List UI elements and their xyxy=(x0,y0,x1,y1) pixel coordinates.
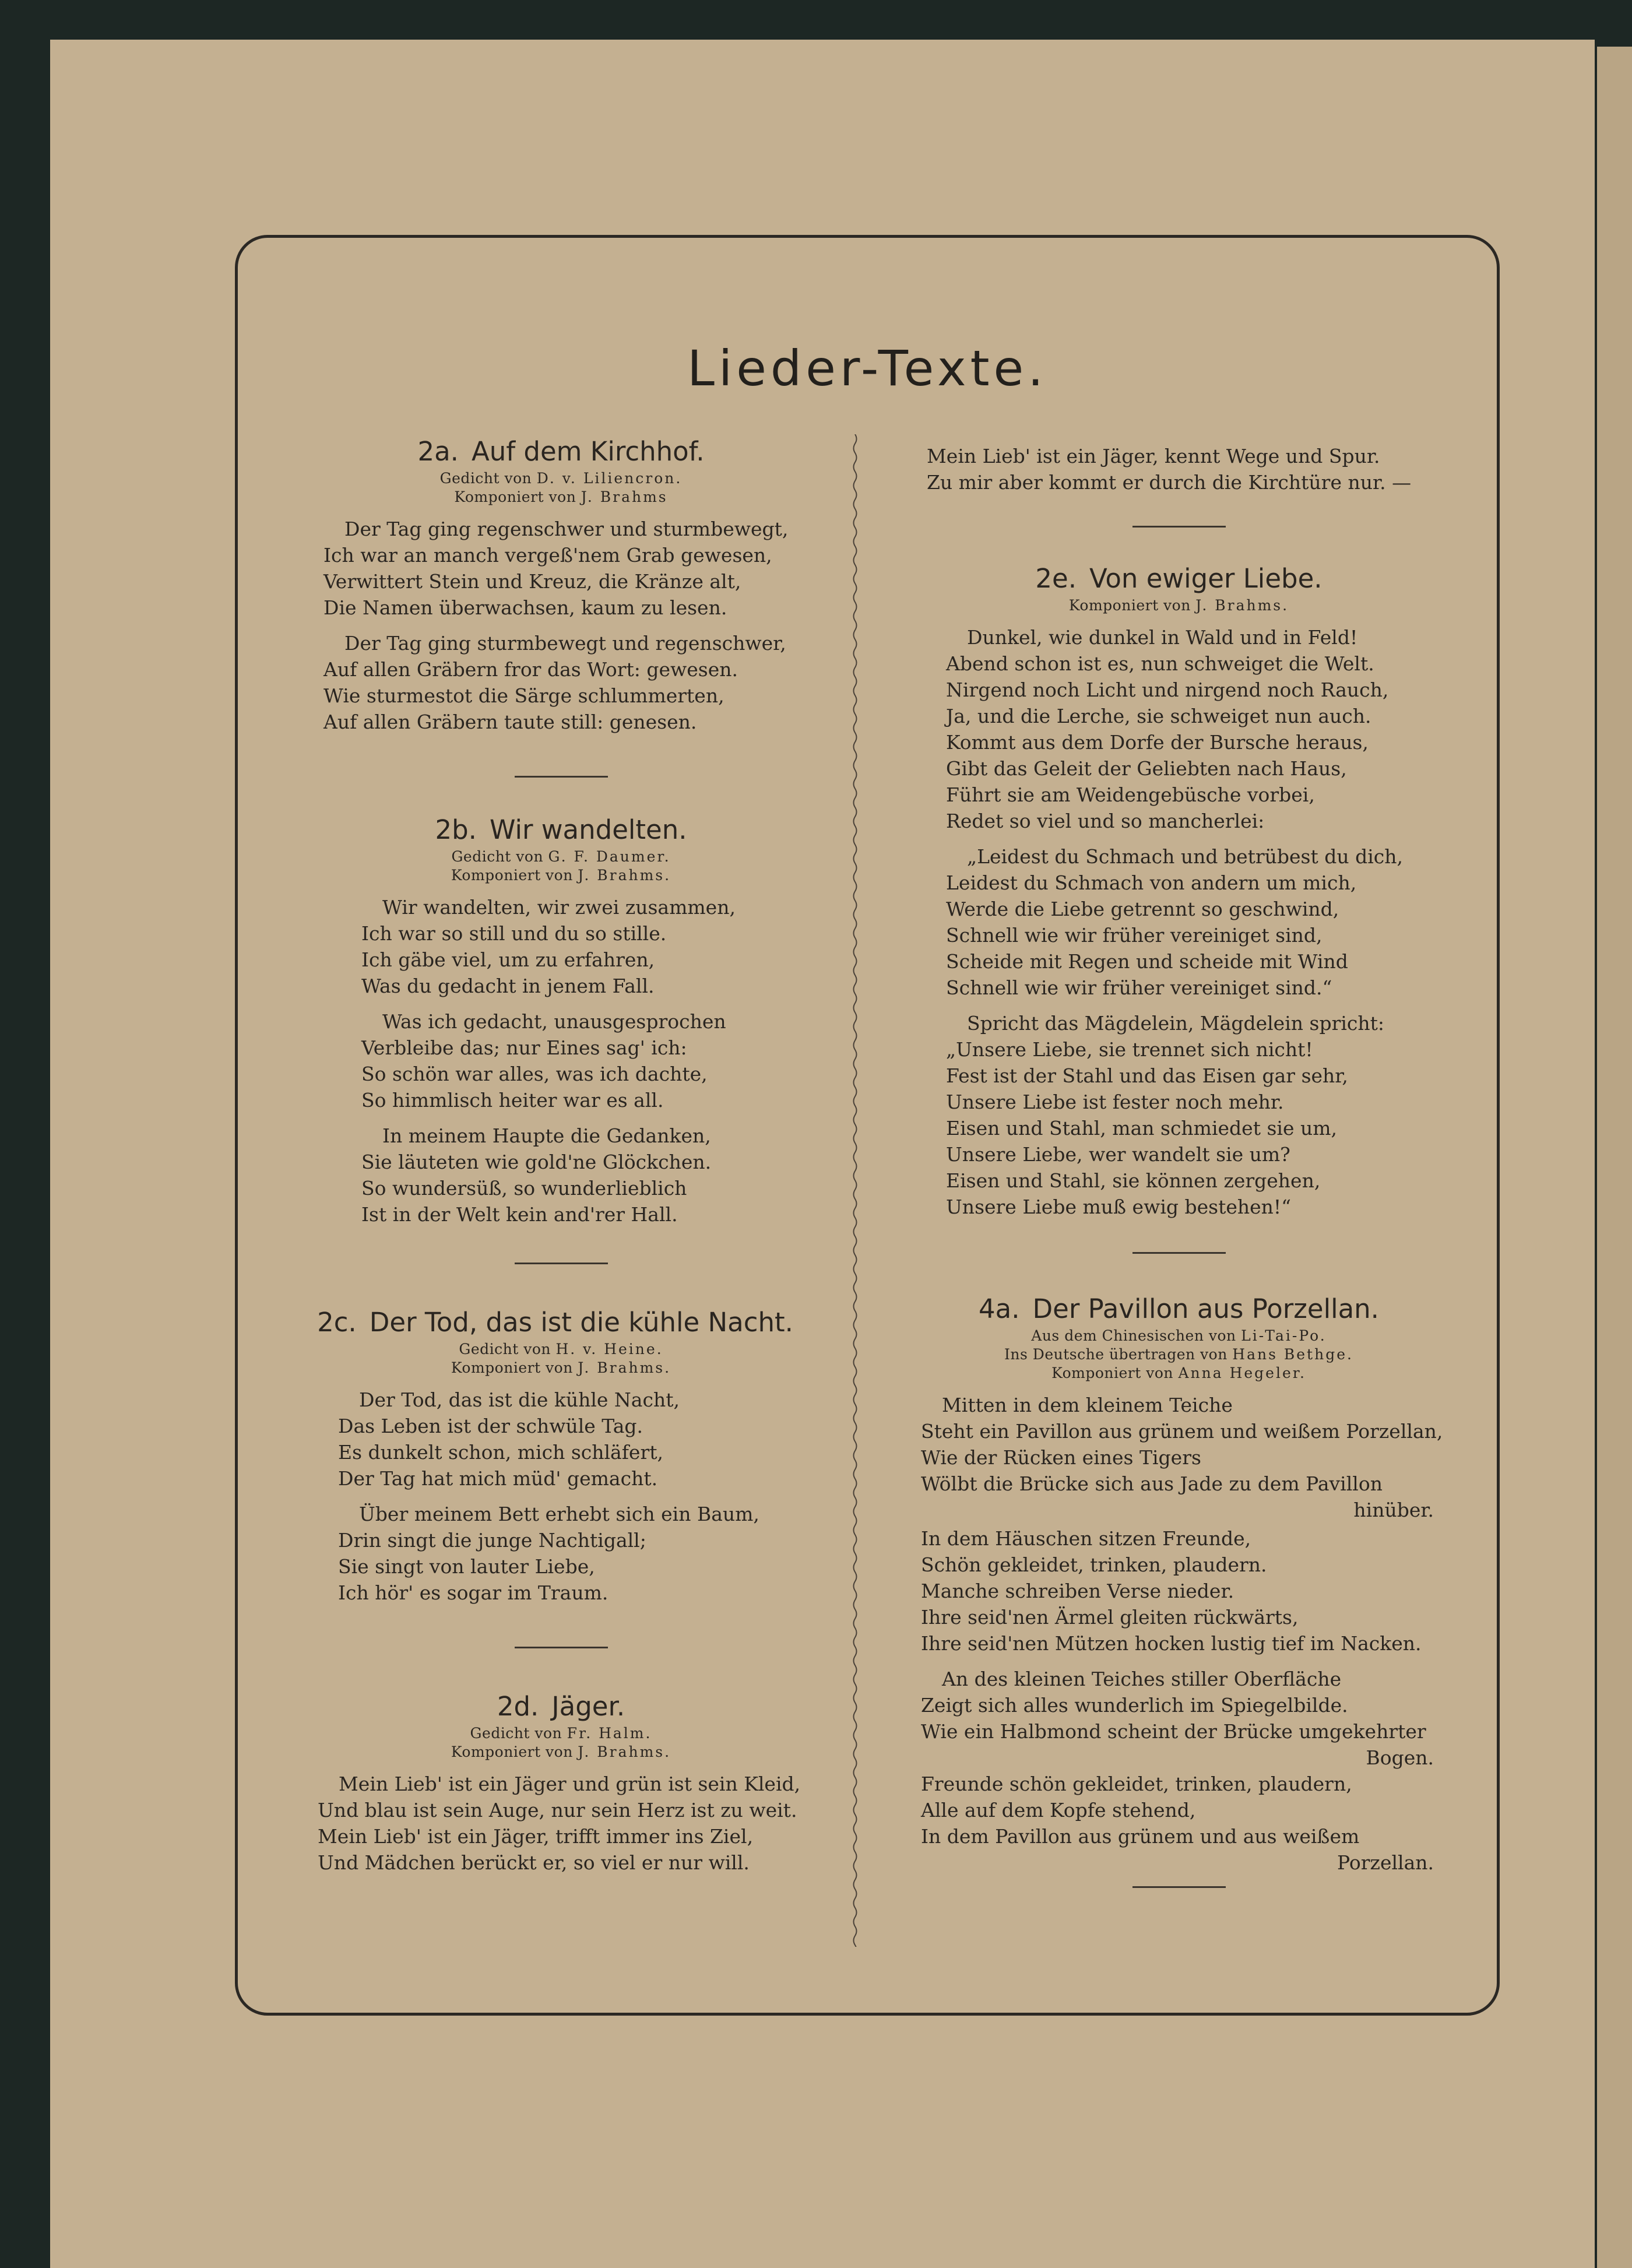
poem-line: Unsere Liebe muß ewig bestehen!“ xyxy=(946,1195,1292,1218)
poem-line: Fest ist der Stahl und das Eisen gar sehr, xyxy=(946,1064,1348,1087)
credit-prefix: Gedicht von xyxy=(470,1725,562,1742)
stanza xyxy=(946,843,1451,1001)
poem-line: Der Tod, das ist die kühle Nacht, xyxy=(359,1388,680,1411)
song-heading xyxy=(300,1689,822,1724)
poem-line: Wölbt die Brücke sich aus Jade zu dem Pavillon xyxy=(921,1472,1383,1495)
song-title: Auf dem Kirchhof. xyxy=(471,436,705,467)
poem-line: Über meinem Bett erhebt sich ein Baum, xyxy=(359,1503,759,1525)
credit-author: J. Brahms. xyxy=(578,1743,671,1760)
credits xyxy=(906,596,1451,615)
credits xyxy=(300,1340,822,1377)
credit-line xyxy=(300,1724,822,1743)
poem-line: Verwittert Stein und Kreuz, die Kränze alt, xyxy=(323,570,741,593)
credit-prefix: Gedicht von xyxy=(459,1341,551,1358)
credit-author: J. Brahms. xyxy=(578,867,671,884)
poem-line: In dem Pavillon aus grünem und aus weißem xyxy=(921,1825,1360,1848)
poem-line: Mein Lieb' ist ein Jäger, kennt Wege und Spur. xyxy=(927,445,1380,467)
song-number: 2e. xyxy=(1035,563,1077,594)
credit-line xyxy=(906,596,1451,615)
credit-line xyxy=(300,1340,822,1359)
credits xyxy=(300,848,822,885)
stanza xyxy=(361,1008,822,1113)
poem-line: Der Tag hat mich müd' gemacht. xyxy=(338,1467,658,1490)
poem-line: Leidest du Schmach von andern um mich, xyxy=(946,871,1357,894)
poem-line: Zeigt sich alles wunderlich im Spiegelbilde. xyxy=(921,1694,1348,1717)
poem xyxy=(906,1392,1443,1876)
poem-line-wrap: Porzellan. xyxy=(1337,1851,1434,1874)
credit-line xyxy=(300,469,822,488)
song-2e xyxy=(906,561,1451,1220)
credit-prefix: Komponiert von xyxy=(454,488,576,505)
stanza xyxy=(361,894,822,999)
section-rule xyxy=(515,776,608,778)
song-title: Der Pavillon aus Porzellan. xyxy=(1032,1293,1379,1324)
poem-line: Manche schreiben Verse nieder. xyxy=(921,1580,1234,1602)
credit-line xyxy=(300,866,822,885)
poem-line: Redet so viel und so mancherlei: xyxy=(946,810,1265,832)
poem-line: Ihre seid'nen Mützen hocken lustig tief im Nacken. xyxy=(921,1632,1422,1655)
poem-line: Wie sturmestot die Särge schlummerten, xyxy=(323,684,724,707)
poem-line: Freunde schön gekleidet, trinken, plaudern, xyxy=(921,1773,1352,1795)
poem-line: Abend schon ist es, nun schweiget die Welt. xyxy=(946,652,1374,675)
song-number: 2d. xyxy=(497,1691,539,1722)
poem-line: Kommt aus dem Dorfe der Bursche heraus, xyxy=(946,731,1369,754)
poem-line: So wundersüß, so wunderlieblich xyxy=(361,1177,687,1200)
credit-prefix: Komponiert von xyxy=(451,1359,573,1376)
poem-line: Nirgend noch Licht und nirgend noch Rauch, xyxy=(946,678,1389,701)
poem-line: Unsere Liebe, wer wandelt sie um? xyxy=(946,1143,1290,1166)
song-number: 2c. xyxy=(317,1307,357,1338)
poem-line: Sie singt von lauter Liebe, xyxy=(338,1555,595,1578)
credit-line xyxy=(300,1743,822,1761)
credit-author: H. v. Heine. xyxy=(555,1341,663,1358)
stanza xyxy=(946,1010,1451,1220)
poem-line: Ich war an manch vergeß'nem Grab gewesen, xyxy=(323,544,772,567)
poem-line: Der Tag ging sturmbewegt und regenschwer, xyxy=(344,632,786,655)
poem-line: Die Namen überwachsen, kaum zu lesen. xyxy=(323,596,727,619)
poem-line: Was du gedacht in jenem Fall. xyxy=(361,975,655,997)
stanza xyxy=(338,1501,822,1606)
stanza xyxy=(323,630,822,735)
poem-line: Alle auf dem Kopfe stehend, xyxy=(921,1799,1196,1822)
poem-line: Was ich gedacht, unausgesprochen xyxy=(382,1010,726,1033)
song-2d xyxy=(300,1689,822,1876)
poem-line: Wie der Rücken eines Tigers xyxy=(921,1446,1201,1469)
poem-line: Es dunkelt schon, mich schläfert, xyxy=(338,1441,663,1464)
poem-line: Gibt das Geleit der Geliebten nach Haus, xyxy=(946,757,1347,780)
poem-line: Mein Lieb' ist ein Jäger, trifft immer ins Ziel, xyxy=(318,1825,754,1848)
song-number: 2b. xyxy=(435,814,477,845)
poem-line: So schön war alles, was ich dachte, xyxy=(361,1063,708,1085)
poem-line: Führt sie am Weidengebüsche vorbei, xyxy=(946,783,1315,806)
poem-line: Sie läuteten wie gold'ne Glöckchen. xyxy=(361,1151,712,1173)
page-title: Lieder-Texte. xyxy=(687,340,1047,397)
song-2d-continuation xyxy=(906,443,1451,495)
song-heading xyxy=(289,1305,822,1340)
poem-line: Auf allen Gräbern taute still: genesen. xyxy=(323,711,697,733)
poem-line: Auf allen Gräbern fror das Wort: gewesen. xyxy=(323,658,738,681)
poem-line: Ist in der Welt kein and'rer Hall. xyxy=(361,1203,678,1226)
poem-line: Wie ein Halbmond scheint der Brücke umgekehrter xyxy=(921,1720,1426,1743)
left-column xyxy=(300,434,822,1876)
credit-prefix: Komponiert von xyxy=(1068,597,1191,614)
poem-line: Mitten in dem kleinem Teiche xyxy=(942,1394,1233,1416)
poem-line: Spricht das Mägdelein, Mägdelein spricht: xyxy=(967,1012,1385,1035)
poem-line: Der Tag ging regenschwer und sturmbewegt, xyxy=(344,518,789,540)
song-title: Von ewiger Liebe. xyxy=(1089,563,1323,594)
credit-line xyxy=(300,848,822,866)
stanza xyxy=(921,1392,1443,1523)
poem-line: Schnell wie wir früher vereiniget sind.“ xyxy=(946,976,1332,999)
credits xyxy=(906,1327,1451,1383)
credit-prefix: Aus dem Chinesischen von xyxy=(1031,1327,1236,1344)
poem-line: Drin singt die junge Nachtigall; xyxy=(338,1529,646,1552)
credit-line xyxy=(300,488,822,507)
section-rule xyxy=(1132,1886,1226,1888)
poem-line: Eisen und Stahl, man schmiedet sie um, xyxy=(946,1117,1338,1140)
song-number: 2a. xyxy=(417,436,459,467)
credit-author: J. Brahms. xyxy=(1195,597,1289,614)
poem-line: Verbleibe das; nur Eines sag' ich: xyxy=(361,1036,687,1059)
song-heading xyxy=(906,1292,1451,1327)
poem-line: Wir wandelten, wir zwei zusammen, xyxy=(382,896,736,919)
song-title: Jäger. xyxy=(551,1691,625,1722)
poem xyxy=(300,894,822,1228)
poem-line: Werde die Liebe getrennt so geschwind, xyxy=(946,898,1339,920)
credit-author: Li-Tai-Po. xyxy=(1241,1327,1327,1344)
poem-line: Das Leben ist der schwüle Tag. xyxy=(338,1415,643,1437)
poem-line: Schön gekleidet, trinken, plaudern. xyxy=(921,1553,1267,1576)
stanza xyxy=(318,1771,822,1876)
credit-author: D. v. Liliencron. xyxy=(536,470,683,487)
credit-author: Fr. Halm. xyxy=(567,1725,652,1742)
adjacent-page-edge xyxy=(1597,47,1632,2268)
credit-prefix: Komponiert von xyxy=(451,867,573,884)
poem-line: Unsere Liebe ist fester noch mehr. xyxy=(946,1091,1284,1113)
section-rule xyxy=(515,1263,608,1264)
poem-line-wrap: Bogen. xyxy=(1366,1746,1434,1769)
credit-author: J. Brahms. xyxy=(578,1359,671,1376)
poem-line: Eisen und Stahl, sie können zergehen, xyxy=(946,1169,1321,1192)
column-divider xyxy=(851,434,859,1947)
song-title: Der Tod, das ist die kühle Nacht. xyxy=(369,1307,793,1338)
poem-line: Und blau ist sein Auge, nur sein Herz ist zu weit. xyxy=(318,1799,797,1822)
poem-line: Scheide mit Regen und scheide mit Wind xyxy=(946,950,1348,973)
credit-line xyxy=(906,1364,1451,1383)
poem-line: Ihre seid'nen Ärmel gleiten rückwärts, xyxy=(921,1606,1299,1629)
poem-line: Ich gäbe viel, um zu erfahren, xyxy=(361,948,655,971)
credit-prefix: Gedicht von xyxy=(439,470,532,487)
credit-author: Hans Bethge. xyxy=(1232,1346,1353,1363)
song-4a xyxy=(906,1292,1451,1876)
stanza xyxy=(361,1123,822,1228)
stanza xyxy=(946,624,1451,834)
credit-author: J. Brahms xyxy=(581,488,668,505)
right-column xyxy=(906,443,1451,1888)
poem xyxy=(300,1387,822,1606)
song-title: Wir wandelten. xyxy=(489,814,687,845)
section-rule xyxy=(1132,1252,1226,1254)
poem-line: Zu mir aber kommt er durch die Kirchtüre nur. — xyxy=(927,471,1412,494)
credit-author: Anna Hegeler. xyxy=(1178,1365,1306,1381)
poem-line: In dem Häuschen sitzen Freunde, xyxy=(921,1527,1251,1550)
credit-prefix: Komponiert von xyxy=(1051,1365,1174,1381)
song-number: 4a. xyxy=(979,1293,1020,1324)
poem xyxy=(300,516,822,735)
poem-line: „Leidest du Schmach und betrübest du dich, xyxy=(967,845,1404,868)
poem-line: An des kleinen Teiches stiller Oberfläche xyxy=(942,1668,1342,1690)
poem-line: Und Mädchen berückt er, so viel er nur will. xyxy=(318,1851,750,1874)
song-2c xyxy=(300,1305,822,1606)
credit-line xyxy=(906,1327,1451,1345)
credit-author: G. F. Daumer. xyxy=(548,848,671,865)
poem-line: Dunkel, wie dunkel in Wald und in Feld! xyxy=(967,626,1358,649)
poem xyxy=(300,1771,822,1876)
stanza xyxy=(921,1666,1434,1876)
poem-line: So himmlisch heiter war es all. xyxy=(361,1089,664,1112)
poem-line: „Unsere Liebe, sie trennet sich nicht! xyxy=(946,1038,1313,1061)
poem-line: Mein Lieb' ist ein Jäger und grün ist sein Kleid, xyxy=(339,1773,801,1795)
song-heading xyxy=(300,813,822,848)
song-heading xyxy=(300,434,822,469)
poem-line: Ich hör' es sogar im Traum. xyxy=(338,1581,609,1604)
poem-line: Ja, und die Lerche, sie schweiget nun auch. xyxy=(946,705,1371,727)
poem-line: In meinem Haupte die Gedanken, xyxy=(382,1124,711,1147)
section-rule xyxy=(1132,526,1226,528)
poem xyxy=(906,624,1451,1220)
poem-line: Steht ein Pavillon aus grünem und weißem Porzellan, xyxy=(921,1420,1443,1443)
credit-line xyxy=(300,1359,822,1377)
poem-line-wrap: hinüber. xyxy=(1353,1499,1434,1521)
credits xyxy=(300,469,822,507)
stanza xyxy=(338,1387,822,1492)
section-rule xyxy=(515,1647,608,1648)
stanza xyxy=(921,1525,1434,1657)
poem-line: Ich war so still und du so stille. xyxy=(361,922,667,945)
poem-line: Schnell wie wir früher vereiniget sind, xyxy=(946,924,1323,947)
credit-prefix: Komponiert von xyxy=(451,1743,573,1760)
song-heading xyxy=(906,561,1451,596)
credit-prefix: Ins Deutsche übertragen von xyxy=(1004,1346,1227,1363)
credits xyxy=(300,1724,822,1761)
credit-prefix: Gedicht von xyxy=(451,848,544,865)
song-2b xyxy=(300,813,822,1228)
song-2a xyxy=(300,434,822,735)
stanza xyxy=(323,516,822,621)
credit-line xyxy=(906,1345,1451,1364)
